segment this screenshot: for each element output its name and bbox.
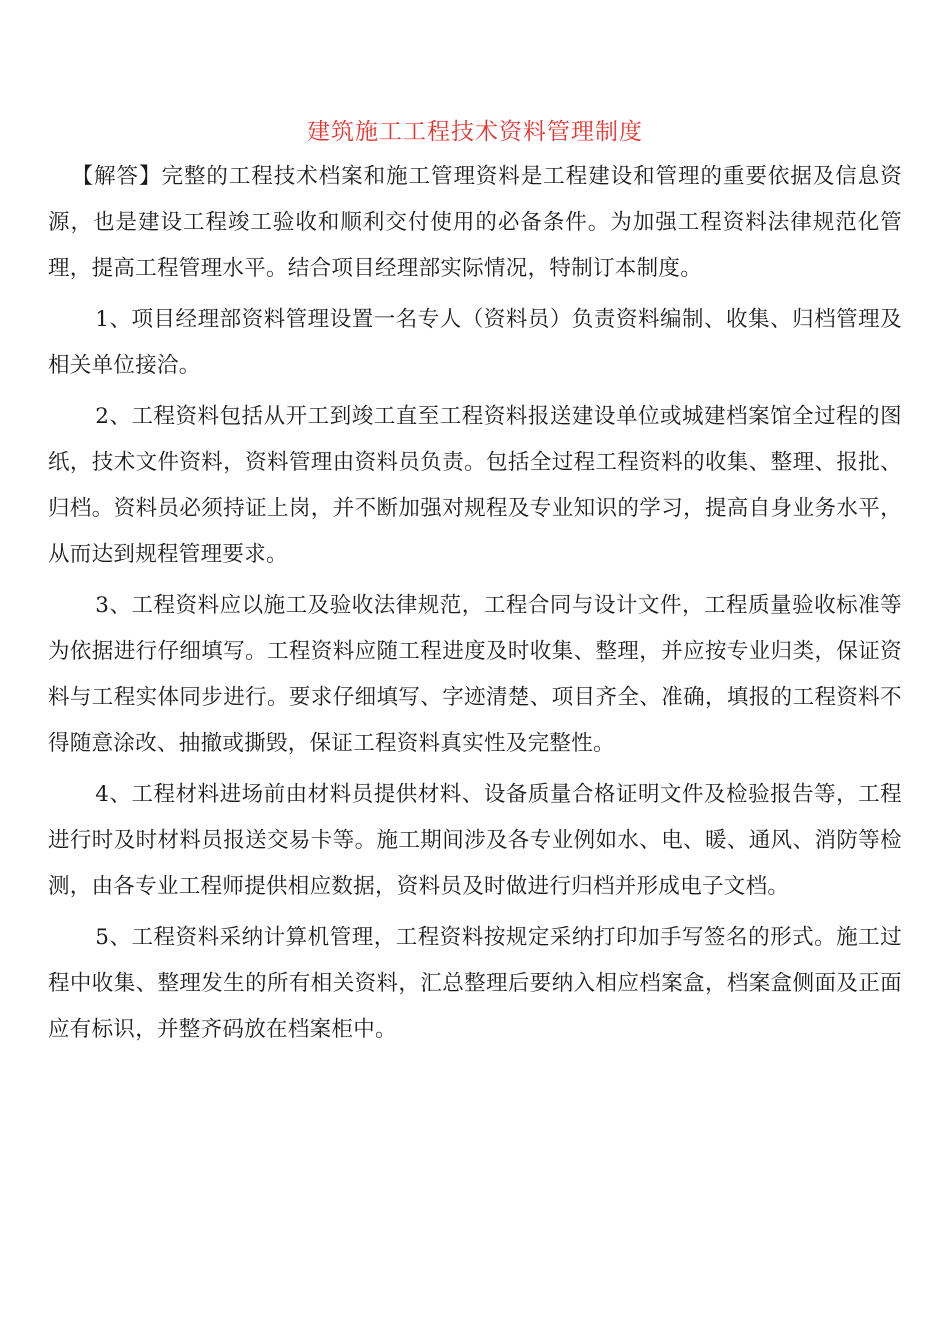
document-title: 建筑施工工程技术资料管理制度 — [307, 119, 643, 145]
clause-5: 5、工程资料采纳计算机管理，工程资料按规定采纳打印加手写签名的形式。施工过程中收集、整理发生的所有相关资料，汇总整理后要纳入相应档案盒，档案盒侧面及正面应有标识，并整齐码放在档案柜中。 — [48, 925, 902, 1042]
clause-1: 1、项目经理部资料管理设置一名专人（资料员）负责资料编制、收集、归档管理及相关单位接洽。 — [48, 307, 902, 378]
clause-4: 4、工程材料进场前由材料员提供材料、设备质量合格证明文件及检验报告等，工程进行时及时材料员报送交易卡等。施工期间涉及各专业例如水、电、暖、通风、消防等检测，由各专业工程师提供相应数据，资料员及时做进行归档并形成电子文档。 — [48, 782, 902, 899]
clause-3: 3、工程资料应以施工及验收法律规范，工程合同与设计文件，工程质量验收标准等为依据进行仔细填写。工程资料应随工程进度及时收集、整理，并应按专业归类，保证资料与工程实体同步进行。要求仔细填写、字迹清楚、项目齐全、准确，填报的工程资料不得随意涂改、抽撤或撕毁，保证工程资料真实性及完整性。 — [48, 593, 902, 756]
document-page — [48, 112, 902, 1053]
intro-paragraph: 【解答】完整的工程技术档案和施工管理资料是工程建设和管理的重要依据及信息资源，也是建设工程竣工验收和顺利交付使用的必备条件。为加强工程资料法律规范化管理，提高工程管理水平。结合项目经理部实际情况，特制订本制度。 — [48, 164, 902, 281]
clause-2: 2、工程资料包括从开工到竣工直至工程资料报送建设单位或城建档案馆全过程的图纸，技术文件资料，资料管理由资料员负责。包括全过程工程资料的收集、整理、报批、归档。资料员必须持证上岗，并不断加强对规程及专业知识的学习，提高自身业务水平，从而达到规程管理要求。 — [48, 404, 902, 567]
